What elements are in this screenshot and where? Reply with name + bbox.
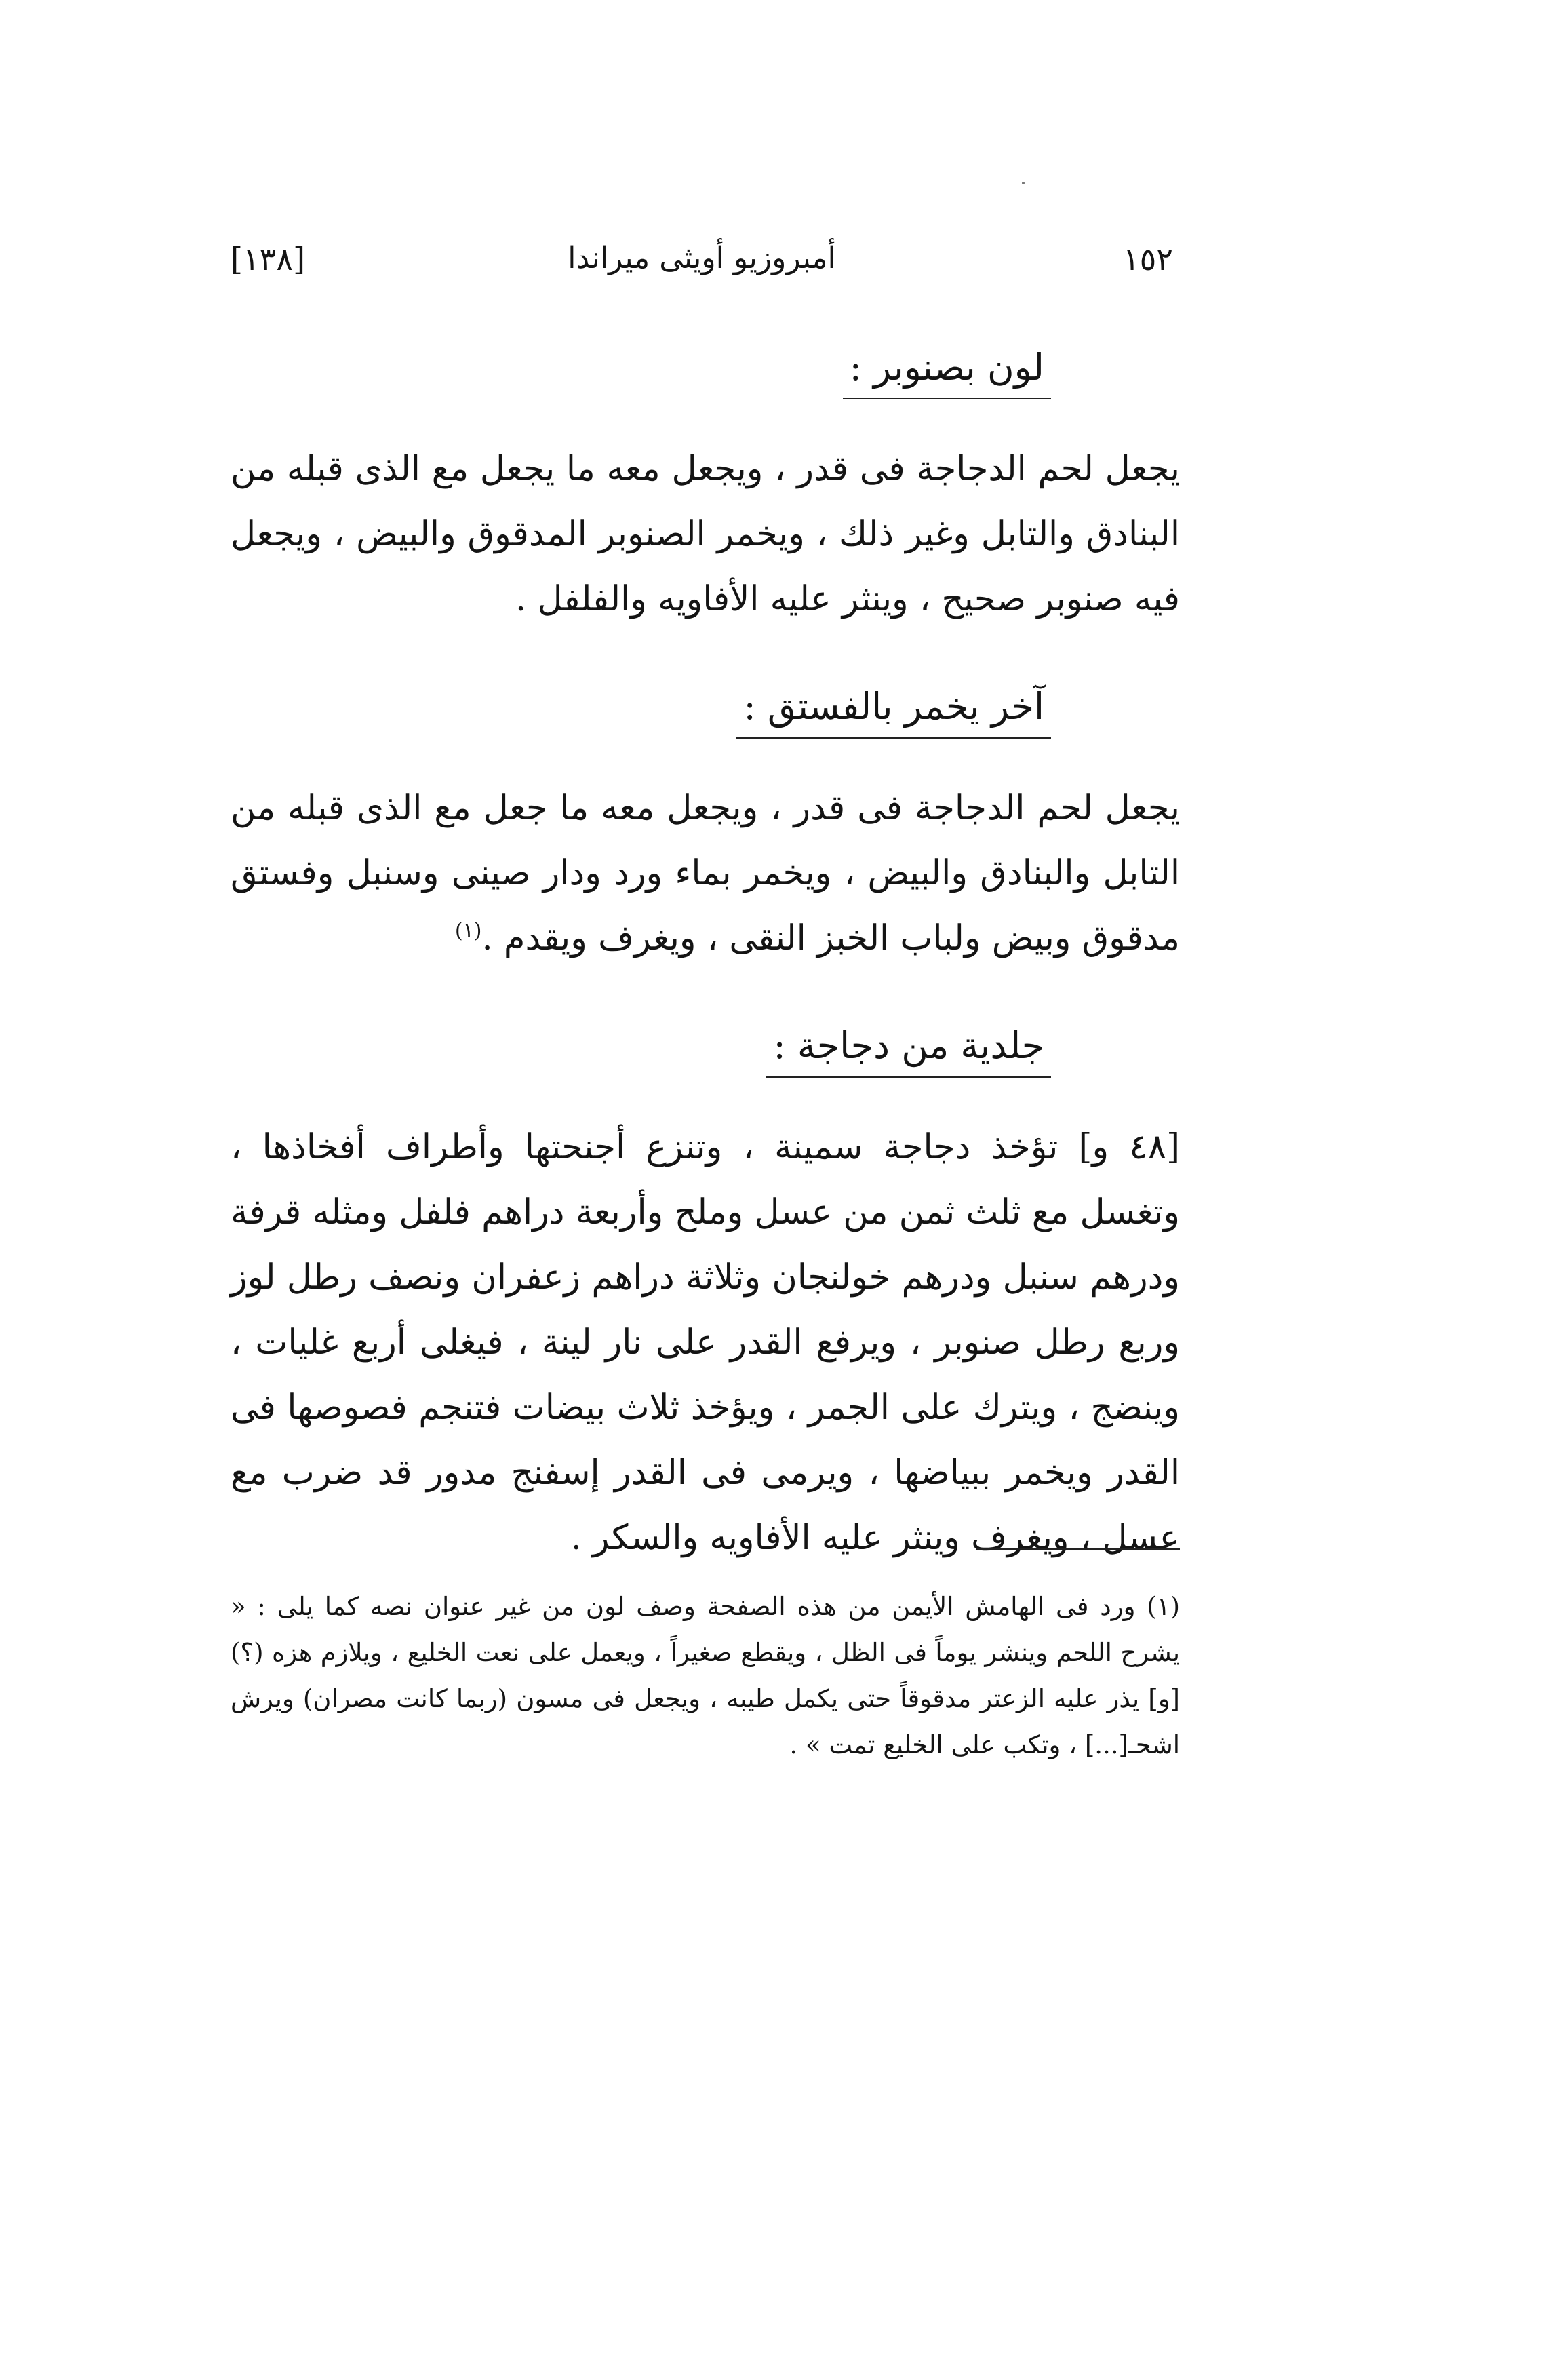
recipe-title: جلدية من دجاجة : <box>766 1024 1051 1078</box>
recipe-text: [٤٨ و] تؤخذ دجاجة سمينة ، وتنزع أجنحتها وأطراف أفخاذها ، وتغسل مع ثلث ثمن من عسل وملح وأربعة دراهم فلفل ومثله قرفة ودرهم سنبل ودرهم خولنجان وثلاثة دراهم زعفران ونصف رطل لوز وربع رطل صنوبر ، ويرفع القدر على نار لينة ، فيغلى أربع غليات ، وينضج ، ويترك على الجمر ، ويؤخذ ثلاث بيضات فتنجم فصوصها فى القدر ويخمر ببياضها ، ويرمى فى القدر إسفنج مدور قد ضرب مع عسل ، ويغرف وينثر عليه الأفاويه والسكر . <box>231 1127 1180 1558</box>
footnote-marker: (١) <box>454 919 482 943</box>
page-number: ١٥٢ <box>1122 241 1173 277</box>
original-page-number: [١٣٨] <box>231 241 306 277</box>
margin-speck <box>1022 182 1025 184</box>
footnote-divider <box>976 1548 1180 1550</box>
running-head <box>231 241 1173 288</box>
footnote-text: (١) ورد فى الهامش الأيمن من هذه الصفحة وصف لون من غير عنوان نصه كما يلى : « يشرح اللحم وينشر يوماً فى الظل ، ويقطع صغيراً ، ويعمل على نعت الخليع ، ويلازم هزه (؟) [و] يذر عليه الزعتر مدقوقاً حتى يكمل طيبه ، ويجعل فى مسون (ربما كانت مصران) ويرش اشحـ[...] ، وتكب على الخليع تمت » . <box>231 1592 1180 1759</box>
recipe-section <box>231 685 1180 1006</box>
footnote <box>231 1584 1180 1768</box>
recipe-section <box>231 1024 1180 1605</box>
recipe-text: يجعل لحم الدجاجة فى قدر ، ويجعل معه ما جعل مع الذى قبله من التابل والبنادق والبيض ، ويخمر بماء ورد ودار صينى وسنبل وفستق مدقوق وبيض ولباب الخبز النقى ، ويغرف ويقدم . <box>231 788 1180 958</box>
recipe-paragraph <box>231 776 1180 971</box>
recipe-text: يجعل لحم الدجاجة فى قدر ، ويجعل معه ما يجعل مع الذى قبله من البنادق والتابل وغير ذلك ، ويخمر الصنوبر المدقوق والبيض ، ويجعل فيه صنوبر صحيح ، وينثر عليه الأفاويه والفلفل . <box>231 449 1180 619</box>
recipe-title: لون بصنوبر : <box>843 346 1051 399</box>
recipe-section <box>231 346 1180 667</box>
recipe-title: آخر يخمر بالفستق : <box>736 685 1051 739</box>
running-head-author: أمبروزيو أويثى ميراندا <box>568 241 836 275</box>
